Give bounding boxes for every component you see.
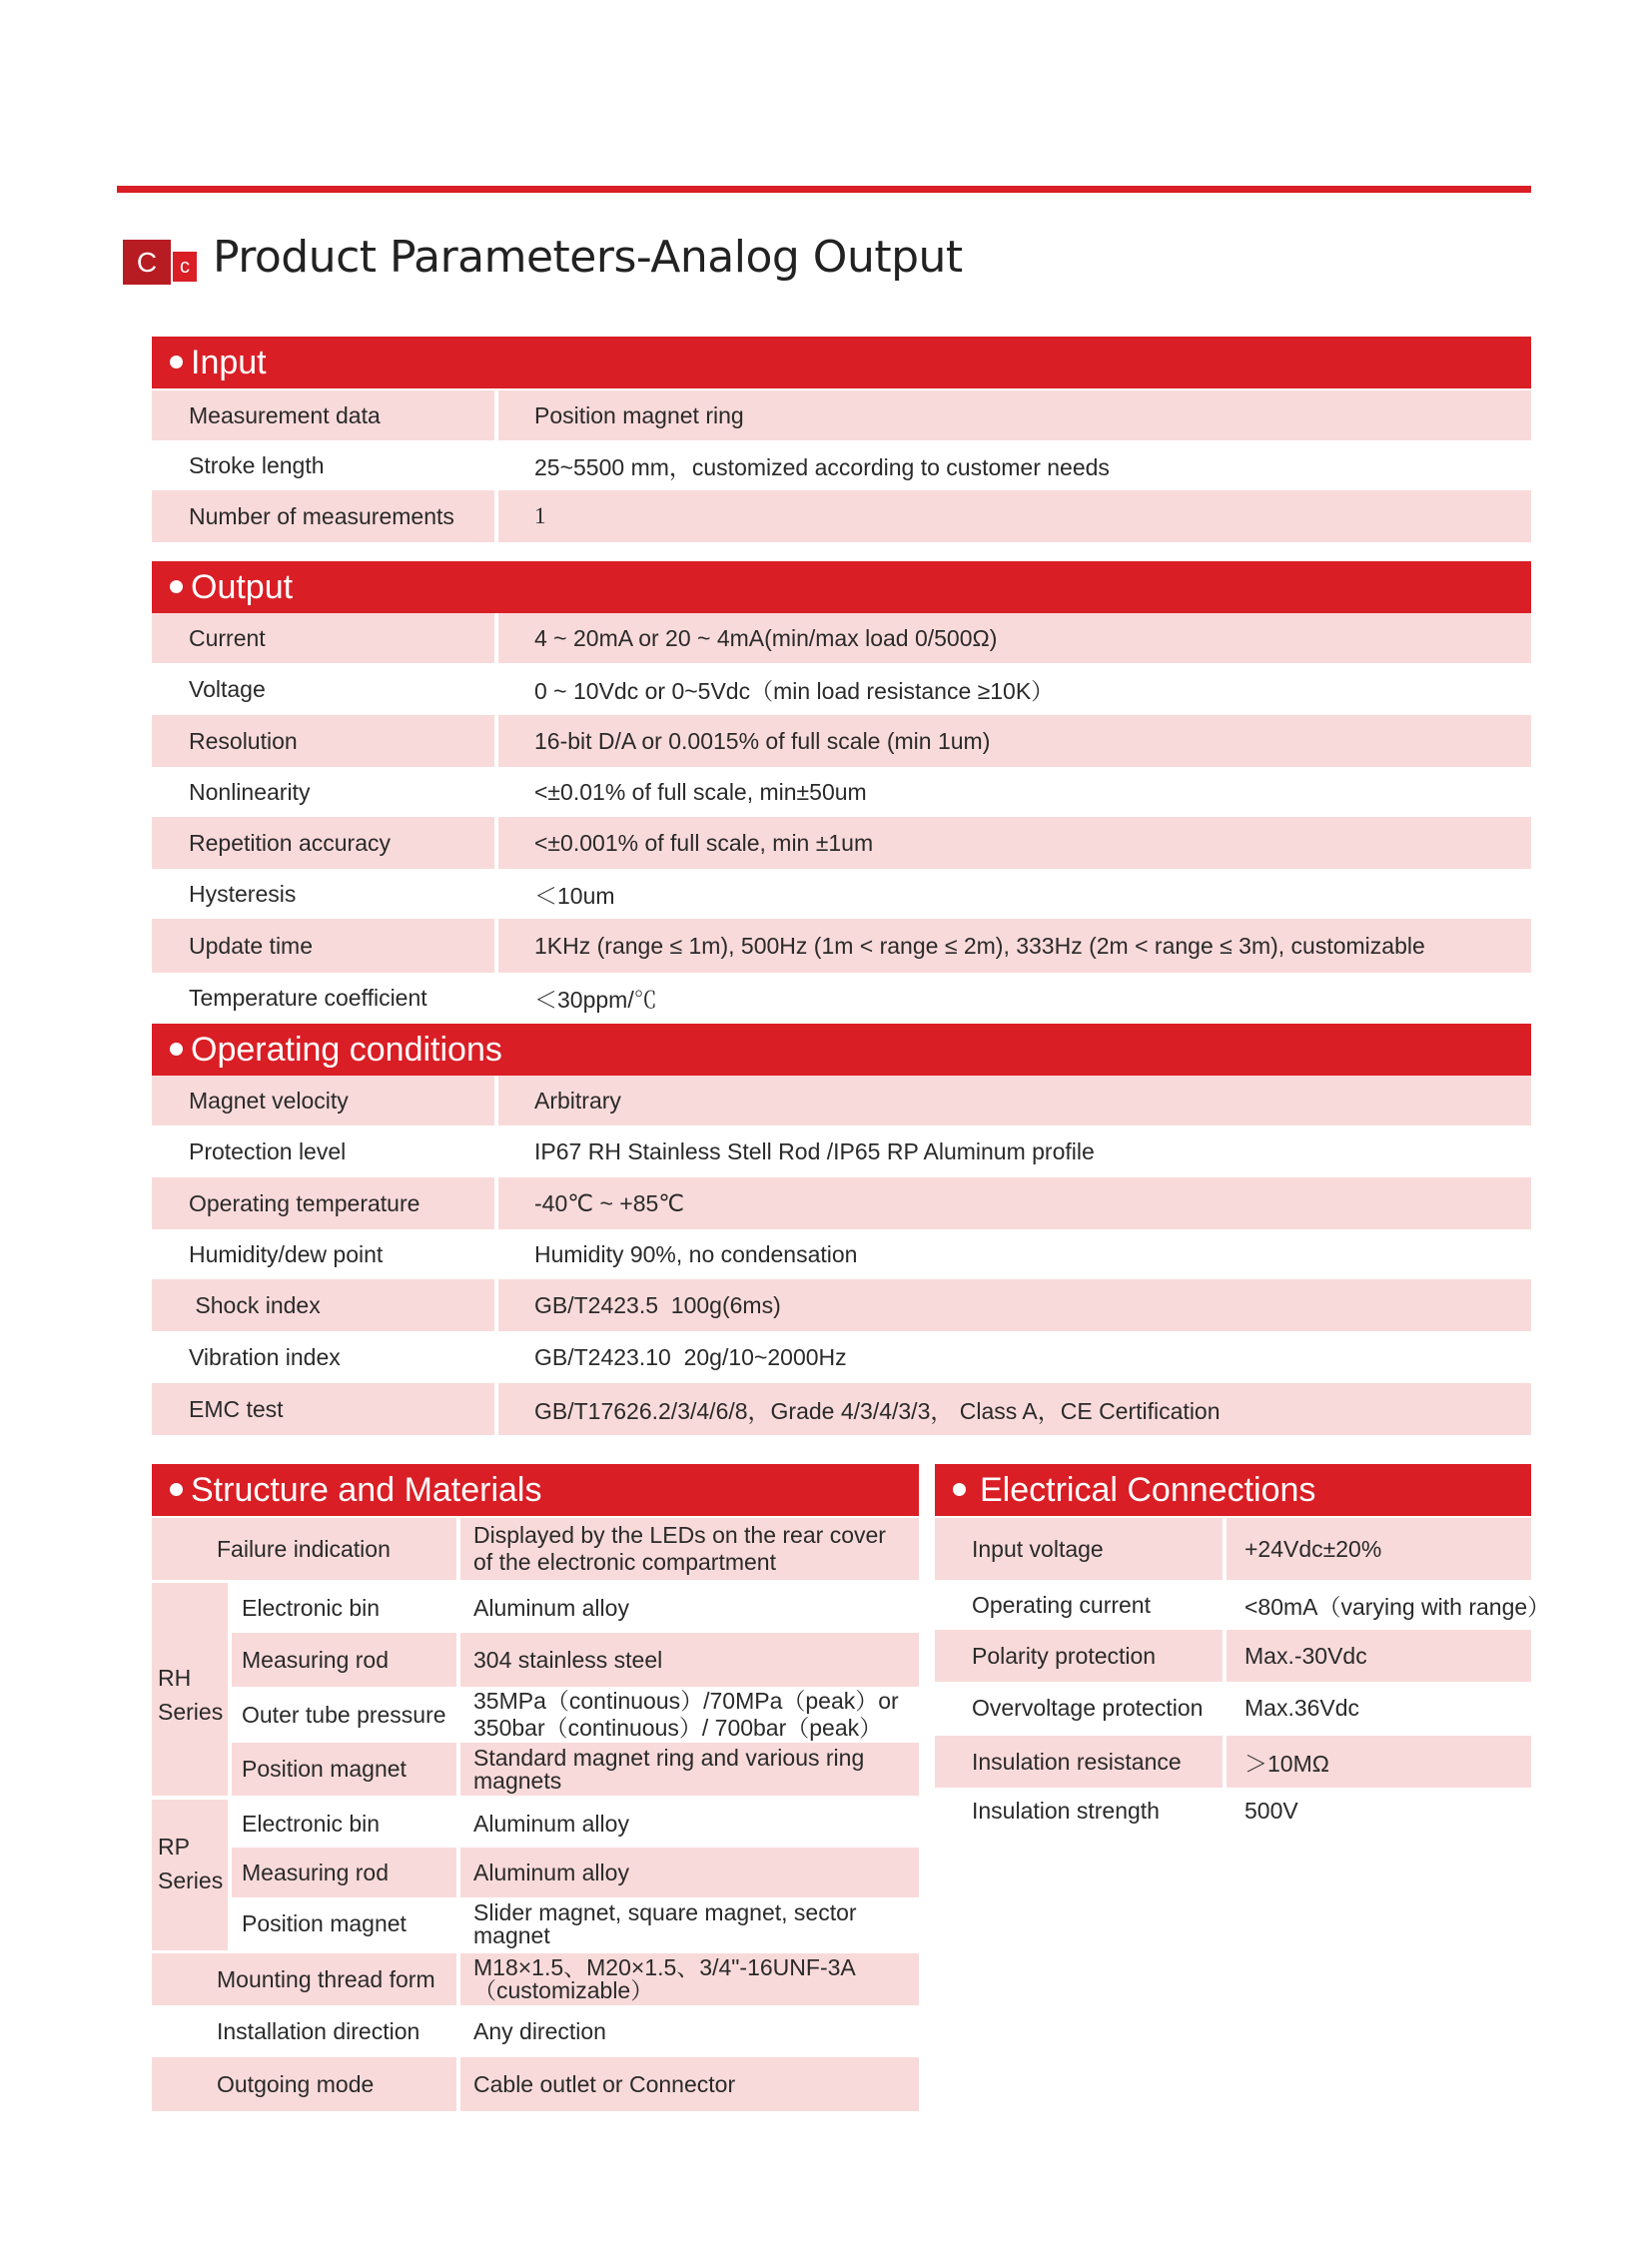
row-value: GB/T17626.2/3/4/6/8，Grade 4/3/4/3/3， Class A，CE Certification bbox=[534, 1397, 1221, 1424]
column-divider bbox=[456, 1633, 460, 1687]
row-label: Overvoltage protection bbox=[972, 1694, 1204, 1721]
section-header-output bbox=[152, 561, 1531, 613]
group-label-line: RP bbox=[158, 1834, 190, 1860]
row-label: Stroke length bbox=[189, 451, 325, 478]
top-rule bbox=[117, 186, 1531, 193]
row-value bbox=[473, 1687, 913, 1743]
row-value: 25~5500 mm，customized according to customer needs bbox=[534, 453, 1110, 480]
row-value: Max.36Vdc bbox=[1244, 1694, 1360, 1721]
column-divider bbox=[494, 817, 498, 869]
row-value-line: Standard magnet ring and various ring bbox=[473, 1744, 865, 1771]
row-value: Aluminum alloy bbox=[473, 1810, 629, 1837]
group-label-rh bbox=[152, 1583, 228, 1796]
row-label: Insulation resistance bbox=[972, 1748, 1182, 1775]
row-label: Voltage bbox=[189, 675, 266, 702]
table-row bbox=[152, 1125, 1531, 1177]
group-label-rp bbox=[152, 1800, 228, 1950]
table-row bbox=[232, 1633, 919, 1687]
row-value-line: 350bar（continuous）/ 700bar（peak） bbox=[473, 1715, 883, 1741]
row-label: Mounting thread form bbox=[217, 1965, 435, 1992]
column-divider bbox=[1223, 1736, 1227, 1788]
row-value: 1KHz (range ≤ 1m), 500Hz (1m < range ≤ 2m), 333Hz (2m < range ≤ 3m), customizable bbox=[534, 932, 1425, 959]
row-value: ＜30ppm/℃ bbox=[534, 986, 657, 1013]
row-label: Number of measurements bbox=[189, 502, 454, 529]
row-label: Failure indication bbox=[217, 1535, 391, 1562]
column-divider bbox=[456, 1953, 460, 2005]
group-label-line: RH bbox=[158, 1665, 192, 1691]
row-value-line: （customizable） bbox=[473, 1977, 654, 2003]
row-value: IP67 RH Stainless Stell Rod /IP65 RP Aluminum profile bbox=[534, 1137, 1095, 1164]
table-row bbox=[935, 1682, 1531, 1734]
row-value: Arbitrary bbox=[534, 1087, 621, 1114]
page-title: Product Parameters-Analog Output bbox=[213, 232, 963, 283]
row-label: Nonlinearity bbox=[189, 778, 311, 805]
row-value: GB/T2423.10 20g/10~2000Hz bbox=[534, 1343, 847, 1370]
row-value: Aluminum alloy bbox=[473, 1859, 629, 1885]
column-divider bbox=[1223, 1630, 1227, 1682]
row-label: Hysteresis bbox=[189, 880, 297, 907]
column-divider bbox=[456, 1518, 460, 1580]
table-row bbox=[152, 390, 1531, 440]
row-value bbox=[473, 1518, 913, 1580]
row-label: Installation direction bbox=[217, 2017, 420, 2044]
column-divider bbox=[494, 919, 498, 973]
table-row bbox=[152, 440, 1531, 490]
section-title: Input bbox=[191, 344, 267, 381]
row-label: Position magnet bbox=[242, 1756, 407, 1782]
table-row bbox=[152, 2005, 919, 2057]
row-value: -40℃ ~ +85℃ bbox=[534, 1189, 685, 1216]
row-value-line: Slider magnet, square magnet, sector bbox=[473, 1898, 857, 1925]
row-label: Electronic bin bbox=[242, 1810, 381, 1837]
column-divider bbox=[494, 1383, 498, 1435]
row-value bbox=[473, 1953, 913, 2005]
row-value-line: magnet bbox=[473, 1921, 550, 1948]
bullet-icon bbox=[170, 1043, 183, 1056]
row-label: Measurement data bbox=[189, 401, 381, 428]
table-row bbox=[152, 613, 1531, 663]
row-label: Temperature coefficient bbox=[189, 984, 427, 1011]
column-divider bbox=[1223, 1518, 1227, 1580]
table-row bbox=[152, 767, 1531, 817]
bullet-icon bbox=[170, 580, 183, 593]
table-row bbox=[232, 1743, 919, 1796]
row-label: Update time bbox=[189, 932, 314, 959]
column-divider bbox=[494, 490, 498, 542]
table-row bbox=[935, 1630, 1531, 1682]
column-divider bbox=[456, 1848, 460, 1897]
section-title: Operating conditions bbox=[191, 1031, 502, 1069]
bullet-icon bbox=[170, 356, 183, 369]
row-value: 1 bbox=[534, 503, 546, 528]
row-value: 0 ~ 10Vdc or 0~5Vdc（min load resistance ≥10K） bbox=[534, 677, 1055, 704]
row-value-line: Displayed by the LEDs on the rear cover bbox=[473, 1522, 886, 1548]
table-row bbox=[935, 1788, 1531, 1834]
row-label: Magnet velocity bbox=[189, 1087, 349, 1114]
column-divider bbox=[456, 1743, 460, 1796]
table-row bbox=[152, 1518, 919, 1580]
row-value: +24Vdc±20% bbox=[1244, 1535, 1382, 1562]
row-value: Aluminum alloy bbox=[473, 1594, 629, 1621]
row-value: <±0.001% of full scale, min ±1um bbox=[534, 829, 874, 856]
row-value bbox=[473, 1897, 913, 1950]
group-label-line: Series bbox=[158, 1868, 224, 1893]
table-row bbox=[152, 1279, 1531, 1331]
row-label: Vibration index bbox=[189, 1343, 341, 1370]
row-label: Polarity protection bbox=[972, 1642, 1157, 1669]
row-value: GB/T2423.5 100g(6ms) bbox=[534, 1291, 781, 1318]
row-value: <80mA（varying with range） bbox=[1244, 1593, 1551, 1620]
table-row bbox=[152, 1076, 1531, 1125]
table-row bbox=[152, 1383, 1531, 1435]
row-label: Current bbox=[189, 624, 266, 651]
table-row bbox=[152, 973, 1531, 1023]
table-row bbox=[935, 1580, 1551, 1630]
table-row bbox=[232, 1687, 919, 1743]
table-row bbox=[232, 1583, 919, 1633]
row-value bbox=[473, 1743, 913, 1796]
row-value: 304 stainless steel bbox=[473, 1646, 663, 1673]
row-label: Position magnet bbox=[242, 1910, 407, 1936]
section-header-structure bbox=[152, 1464, 919, 1516]
column-divider bbox=[494, 613, 498, 663]
table-row bbox=[152, 1953, 919, 2005]
row-label: Electronic bin bbox=[242, 1594, 381, 1621]
row-value: 500V bbox=[1244, 1797, 1298, 1824]
table-row bbox=[152, 1177, 1531, 1229]
table-row bbox=[152, 919, 1531, 973]
row-label: EMC test bbox=[189, 1395, 284, 1422]
row-label: Humidity/dew point bbox=[189, 1240, 384, 1267]
brand-logo bbox=[123, 240, 197, 285]
row-value-line: M18×1.5、M20×1.5、3/4"-16UNF-3A bbox=[473, 1954, 856, 1980]
table-row bbox=[152, 1331, 1531, 1383]
row-value: ＜10um bbox=[534, 882, 615, 909]
row-value: <±0.01% of full scale, min±50um bbox=[534, 778, 867, 805]
row-value: Any direction bbox=[473, 2017, 606, 2044]
bullet-icon bbox=[953, 1483, 966, 1496]
column-divider bbox=[494, 390, 498, 440]
row-label: Measuring rod bbox=[242, 1859, 390, 1885]
row-label: Protection level bbox=[189, 1137, 347, 1164]
row-value: Humidity 90%, no condensation bbox=[534, 1240, 858, 1267]
section-title: Structure and Materials bbox=[191, 1471, 542, 1509]
row-value: Max.-30Vdc bbox=[1244, 1642, 1367, 1669]
table-row bbox=[232, 1848, 919, 1897]
logo-letter-small: c bbox=[173, 252, 197, 282]
column-divider bbox=[494, 1279, 498, 1331]
section-title: Electrical Connections bbox=[980, 1471, 1316, 1509]
table-row bbox=[152, 715, 1531, 767]
row-label: Repetition accuracy bbox=[189, 829, 391, 856]
row-label: Outgoing mode bbox=[217, 2070, 375, 2097]
row-value: Cable outlet or Connector bbox=[473, 2070, 736, 2097]
row-label: Shock index bbox=[189, 1291, 321, 1318]
row-value: 16-bit D/A or 0.0015% of full scale (min 1um) bbox=[534, 727, 991, 754]
table-row bbox=[152, 2057, 919, 2111]
table-row bbox=[152, 490, 1531, 542]
row-label: Operating current bbox=[972, 1591, 1151, 1618]
table-row bbox=[152, 1229, 1531, 1279]
row-label: Resolution bbox=[189, 727, 298, 754]
bullet-icon bbox=[170, 1483, 183, 1496]
section-header-input bbox=[152, 337, 1531, 388]
table-row bbox=[935, 1518, 1531, 1580]
row-label: Insulation strength bbox=[972, 1797, 1160, 1824]
section-header-electrical bbox=[935, 1464, 1531, 1516]
column-divider bbox=[456, 2057, 460, 2111]
table-row bbox=[232, 1800, 919, 1848]
row-label: Measuring rod bbox=[242, 1646, 390, 1673]
section-title: Output bbox=[191, 568, 294, 606]
row-label: Operating temperature bbox=[189, 1189, 420, 1216]
column-divider bbox=[494, 1076, 498, 1125]
column-divider bbox=[494, 1177, 498, 1229]
row-value-line: 35MPa（continuous）/70MPa（peak）or bbox=[473, 1688, 899, 1714]
group-label-line: Series bbox=[158, 1699, 224, 1725]
table-row bbox=[152, 817, 1531, 869]
table-row bbox=[935, 1736, 1531, 1788]
column-divider bbox=[494, 715, 498, 767]
row-label: Outer tube pressure bbox=[242, 1701, 446, 1728]
table-row bbox=[232, 1897, 919, 1950]
row-label: Input voltage bbox=[972, 1535, 1104, 1562]
logo-letter-big: C bbox=[123, 240, 171, 285]
table-row bbox=[152, 663, 1531, 715]
row-value: 4 ~ 20mA or 20 ~ 4mA(min/max load 0/500Ω) bbox=[534, 624, 998, 651]
section-header-operating bbox=[152, 1024, 1531, 1076]
row-value: ＞10MΩ bbox=[1244, 1750, 1329, 1777]
table-row bbox=[152, 869, 1531, 919]
row-value: Position magnet ring bbox=[534, 401, 744, 428]
row-value-line: of the electronic compartment bbox=[473, 1549, 776, 1575]
row-value-line: magnets bbox=[473, 1767, 562, 1794]
